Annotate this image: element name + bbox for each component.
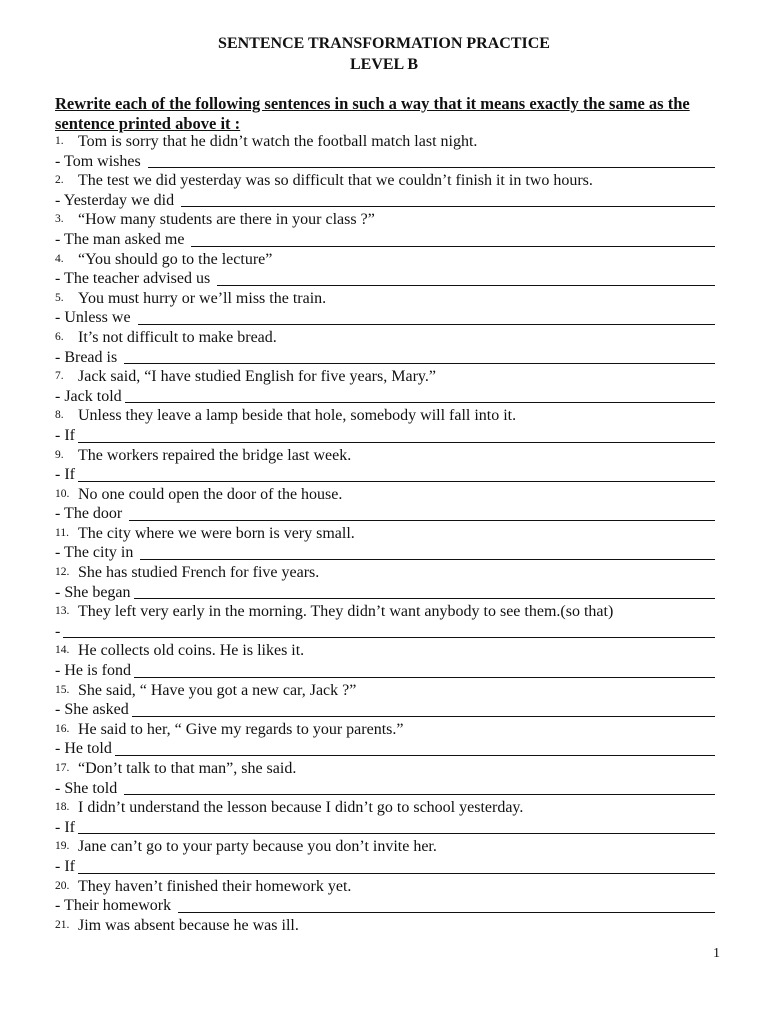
question-number: 16.: [55, 722, 70, 735]
question-text: Jim was absent because he was ill.: [78, 916, 299, 934]
question-number: 18.: [55, 801, 70, 814]
answer-blank[interactable]: [132, 715, 715, 717]
question-line: [55, 641, 715, 661]
answer-line: [55, 622, 715, 642]
question-line: [55, 250, 715, 270]
answer-line: [55, 152, 715, 172]
question-line: [55, 132, 715, 152]
question-number: 9.: [55, 448, 64, 461]
question-line: [55, 524, 715, 544]
question-number: 7.: [55, 370, 64, 383]
answer-prefix: - If: [55, 818, 75, 836]
answer-prefix: - She asked: [55, 701, 129, 719]
answer-line: [55, 661, 715, 681]
answer-blank[interactable]: [134, 597, 715, 599]
answer-blank[interactable]: [140, 558, 715, 560]
answer-line: [55, 583, 715, 603]
question-text: Jack said, “I have studied English for five years, Mary.”: [78, 368, 436, 386]
answer-prefix: - The city in: [55, 544, 138, 562]
answer-line: [55, 465, 715, 485]
question-number: 5.: [55, 291, 64, 304]
answer-line: [55, 818, 715, 838]
answer-prefix: - She told: [55, 779, 122, 797]
question-text: “How many students are there in your class ?”: [78, 211, 375, 229]
question-text: Jane can’t go to your party because you don’t invite her.: [78, 838, 437, 856]
answer-prefix: - He told: [55, 740, 112, 758]
question-line: [55, 328, 715, 348]
answer-line: [55, 896, 715, 916]
question-text: “Don’t talk to that man”, she said.: [78, 760, 297, 777]
question-line: [55, 485, 715, 505]
question-number: 1.: [55, 135, 64, 147]
answer-prefix: - The teacher advised us: [55, 270, 215, 288]
answer-blank[interactable]: [125, 401, 715, 403]
question-line: [55, 759, 715, 779]
question-text: She has studied French for five years.: [78, 564, 320, 582]
question-number: 13.: [55, 605, 70, 618]
question-number: 10.: [55, 487, 70, 500]
question-text: He said to her, “ Give my regards to your parents.”: [78, 720, 404, 738]
answer-prefix: -: [55, 622, 61, 640]
answer-prefix: - The man asked me: [55, 230, 189, 248]
question-text: No one could open the door of the house.: [78, 485, 343, 503]
answer-blank[interactable]: [181, 205, 715, 207]
question-number: 20.: [55, 879, 70, 892]
question-number: 6.: [55, 330, 64, 343]
question-list: [55, 132, 715, 935]
answer-blank[interactable]: [129, 519, 715, 521]
answer-blank[interactable]: [63, 636, 715, 638]
question-text: They haven’t finished their homework yet.: [78, 877, 352, 895]
question-text: She said, “ Have you got a new car, Jack ?”: [78, 681, 357, 699]
question-text: They left very early in the morning. They didn’t want anybody to see them.(so that): [78, 603, 614, 621]
answer-line: [55, 543, 715, 563]
question-text: You must hurry or we’ll miss the train.: [78, 289, 327, 307]
question-number: 4.: [55, 252, 64, 265]
answer-line: [55, 700, 715, 720]
answer-blank[interactable]: [78, 441, 715, 443]
question-number: 3.: [55, 213, 64, 226]
answer-blank[interactable]: [78, 872, 715, 874]
question-number: 19.: [55, 840, 70, 853]
answer-prefix: - Unless we: [55, 309, 135, 327]
answer-line: [55, 387, 715, 407]
answer-line: [55, 504, 715, 524]
answer-line: [55, 308, 715, 328]
question-line: [55, 367, 715, 387]
question-number: 2.: [55, 174, 64, 187]
answer-blank[interactable]: [217, 284, 715, 286]
answer-blank[interactable]: [134, 676, 715, 678]
page-subtitle: LEVEL B: [349, 56, 419, 73]
answer-line: [55, 230, 715, 250]
answer-prefix: - If: [55, 466, 75, 484]
answer-line: [55, 426, 715, 446]
question-text: Tom is sorry that he didn’t watch the football match last night.: [78, 133, 478, 150]
question-line: [55, 446, 715, 466]
question-line: [55, 837, 715, 857]
answer-prefix: - Their homework: [55, 897, 176, 915]
answer-prefix: - The door: [55, 505, 127, 523]
question-number: 21.: [55, 918, 70, 931]
question-line: [55, 563, 715, 583]
answer-blank[interactable]: [148, 166, 715, 168]
question-number: 11.: [55, 526, 69, 539]
answer-prefix: - Jack told: [55, 387, 122, 405]
answer-prefix: - Tom wishes: [55, 152, 145, 170]
question-text: The workers repaired the bridge last week.: [78, 446, 352, 464]
answer-prefix: - If: [55, 857, 75, 875]
question-text: I didn’t understand the lesson because I didn’t go to school yesterday.: [78, 799, 524, 817]
question-number: 14.: [55, 644, 70, 657]
answer-blank[interactable]: [124, 362, 715, 364]
answer-line: [55, 857, 715, 877]
question-text: Unless they leave a lamp beside that hole, somebody will fall into it.: [78, 407, 517, 425]
answer-prefix: - Bread is: [55, 348, 122, 366]
answer-line: [55, 739, 715, 759]
question-number: 12.: [55, 566, 70, 579]
question-line: [55, 171, 715, 191]
answer-prefix: - Yesterday we did: [55, 191, 179, 209]
answer-blank[interactable]: [191, 245, 715, 247]
answer-line: [55, 269, 715, 289]
answer-blank[interactable]: [115, 754, 715, 756]
answer-blank[interactable]: [178, 911, 715, 913]
question-text: The test we did yesterday was so difficult that we couldn’t finish it in two hours.: [78, 172, 593, 190]
page-title: SENTENCE TRANSFORMATION PRACTICE: [218, 35, 550, 52]
answer-line: [55, 779, 715, 799]
question-line: [55, 916, 715, 936]
answer-line: [55, 348, 715, 368]
answer-blank[interactable]: [124, 793, 715, 795]
question-text: He collects old coins. He is likes it.: [78, 642, 305, 660]
question-line: [55, 877, 715, 897]
question-text: The city where we were born is very small.: [78, 524, 355, 542]
answer-line: [55, 191, 715, 211]
instructions: Rewrite each of the following sentences in such a way that it means exactly the same as the sentence printed above it :: [55, 94, 690, 133]
question-line: [55, 720, 715, 740]
question-number: 17.: [55, 762, 70, 774]
page-number: 1: [713, 946, 720, 961]
question-number: 15.: [55, 683, 70, 696]
question-line: [55, 210, 715, 230]
question-line: [55, 681, 715, 701]
question-line: [55, 289, 715, 309]
answer-prefix: - He is fond: [55, 662, 131, 680]
question-text: “You should go to the lecture”: [78, 250, 273, 268]
answer-blank[interactable]: [138, 323, 715, 325]
question-line: [55, 406, 715, 426]
answer-prefix: - If: [55, 426, 75, 444]
question-line: [55, 602, 715, 622]
question-number: 8.: [55, 409, 64, 422]
answer-blank[interactable]: [78, 480, 715, 482]
question-text: It’s not difficult to make bread.: [78, 328, 277, 346]
answer-prefix: - She began: [55, 583, 131, 601]
question-line: [55, 798, 715, 818]
answer-blank[interactable]: [78, 832, 715, 834]
